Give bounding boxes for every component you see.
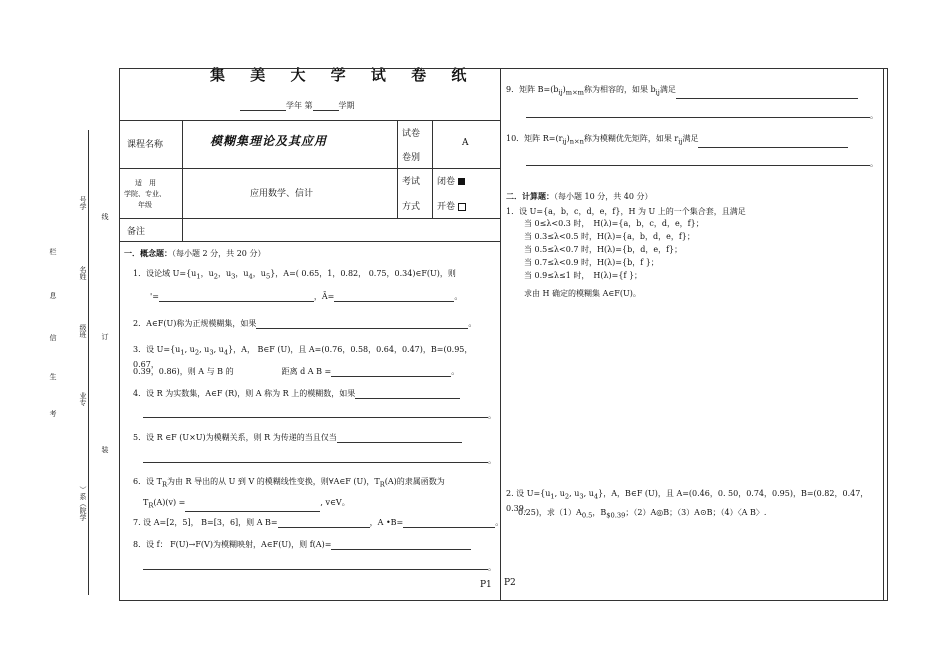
q8-end: 。 (488, 563, 496, 572)
q8-text: 8．设 f： F(U)→F(V)为模糊映射，A∈F(U)，则 f(A)= (133, 540, 332, 549)
q3-text-c: 0.39，0.86)，则 A 与 B 的 (133, 367, 234, 376)
side-col2-4: ）系（院学 (79, 486, 87, 521)
course-label: 课程名称 (127, 140, 164, 150)
section2-title: 二．计算题： (506, 191, 554, 201)
semester-year-label: 学年 第 (286, 101, 313, 110)
section1-title: 一．概念题： (124, 248, 172, 258)
q4-blank[interactable] (355, 389, 460, 399)
q5-answer-line[interactable] (143, 462, 488, 463)
side-col2-1: 名姓 (79, 266, 87, 280)
q1-text-c: ，u (217, 269, 232, 278)
q9-sub-ij: ij (558, 88, 563, 97)
q2-end: 。 (468, 319, 477, 328)
section1-note: （每小题 2 分，共 20 分） (172, 249, 266, 258)
calc-2: 2. 设 $U=\{u_1$, $u_2$, $u_3$, $u_4$}，A，B∈F (U)，且 A=(0.46，0. 50，0.74，0.95)，B=(0.82，0.47，0.39， (506, 489, 869, 513)
q10-sub-ij-2: ij (678, 137, 683, 146)
paper-label-2: 卷别 (402, 153, 421, 163)
side-col2-3: 业专 (79, 392, 87, 406)
q1-text-g: '= (150, 292, 159, 301)
calc-1-line-4: 当 0.9≤λ≤1 时， H(λ)={f }； (524, 271, 643, 280)
exam-label-1: 考试 (402, 177, 421, 187)
table-col-1 (182, 120, 183, 241)
q10-sub-ij: ij (562, 137, 567, 146)
calc-1-line-1: 当 0.3≤λ<0.5 时，H(λ)={a，b，d，e，f}； (524, 232, 695, 241)
section2-note: （每小题 10 分，共 40 分） (554, 192, 653, 201)
question-6-cont: $T_R(A)(v)$ = , v∈V。 (143, 498, 350, 510)
q8-blank[interactable] (331, 540, 471, 550)
question-8 (133, 539, 471, 550)
question-9 (506, 84, 858, 99)
q2-blank[interactable] (256, 319, 468, 329)
calc-1-ask: 求由 H 确定的模糊集 A∈F(U)。 (524, 289, 641, 298)
q9-text-a: 9．矩阵 B=(b (506, 85, 559, 94)
applicable-label-1: 适 用 (135, 179, 156, 187)
q1-text-b: ，u (200, 269, 214, 278)
side-col3-0: 线 (101, 213, 109, 220)
c2-sub-05: 0.5 (581, 511, 593, 520)
table-line-4 (119, 241, 500, 242)
course-name: 模糊集理论及其应用 (210, 134, 328, 148)
table-col-2 (397, 120, 398, 218)
question-1-answers (150, 291, 462, 302)
q2-text: 2．A∈F(U)称为正规模糊集，如果 (133, 319, 257, 328)
page-number-p1: P1 (480, 580, 492, 590)
q8-answer-line[interactable] (143, 569, 488, 570)
paper-value: A (462, 138, 469, 148)
side-col3-1: 订 (101, 333, 109, 340)
semester-label: 学期 (338, 101, 355, 110)
q5-end: 。 (488, 456, 496, 465)
q3-text-a: 3．设 U={u (133, 345, 181, 354)
q6-text-b: 为由 R 导出的从 U 到 V 的模糊线性变换，则∀A∈F (U)，T (166, 477, 380, 486)
q4-answer-line[interactable] (143, 417, 488, 418)
q3-text-b: }，A， B∈F (U)，且 A=(0.76，0.58，0.64，0.47)，B=(0.95，0.67， (133, 345, 473, 369)
q6-text-c: (A)的隶属函数为 (384, 477, 445, 486)
q6-text-e: , v∈V。 (320, 498, 350, 507)
q4-text: 4．设 R 为实数集，A∈F (R)，则 A 称为 R 上的模糊数，如果 (133, 389, 356, 398)
exam-label-2: 方式 (402, 202, 421, 212)
q10-sub-nxn: n×n (569, 137, 584, 146)
q9-end: 。 (870, 111, 878, 120)
q9-blank[interactable] (676, 89, 858, 99)
table-line-3 (119, 218, 500, 219)
q9-sub-ij-2: ij (655, 88, 660, 97)
q9-answer-line[interactable] (526, 117, 870, 118)
question-4 (133, 388, 460, 399)
q4-end: 。 (488, 411, 496, 420)
q7-text-b: ，A •B= (369, 518, 404, 527)
q9-text-b: ) (562, 85, 566, 94)
side-col1-0: 栏 (49, 248, 57, 255)
question-2 (133, 318, 476, 329)
c2-sub-039: $0.39 (606, 511, 626, 520)
side-col2-0: 号学 (79, 196, 87, 210)
applicable-label-3: 年级 (138, 201, 152, 209)
q6-blank[interactable] (185, 502, 320, 512)
q10-text-c: 称为模糊优先矩阵，如果 r (583, 134, 679, 143)
question-3-cont (133, 366, 459, 377)
section2-heading (506, 191, 653, 202)
section1-heading (124, 248, 265, 259)
table-line-2 (119, 168, 500, 169)
side-col1-1: 息 (49, 292, 57, 299)
q9-text-c: 称为相容的，如果 b (584, 85, 656, 94)
q3-blank[interactable] (331, 367, 451, 377)
right-border-inner (883, 68, 884, 601)
table-line-1 (119, 120, 500, 121)
question-6: 6．设 $T_R$为由 R 导出的从 U 到 V 的模糊线性变换，则∀A∈F (U)，$T_R(A)$的隶属函数为 (133, 477, 445, 489)
q1-blank-1[interactable] (159, 292, 314, 302)
calc-1-line-0: 当 0≤λ<0.3 时， H(λ)={a，b，c，d，e，f}； (524, 219, 704, 228)
q7-blank-2[interactable] (403, 518, 495, 528)
question-10 (506, 133, 848, 148)
side-col1-4: 考 (49, 410, 57, 417)
q5-text: 5．设 R ∈F (U×U)为模糊关系，则 R 为传递的当且仅当 (133, 433, 337, 442)
c2-text-c: 0.25)，求（1）A (518, 508, 582, 517)
question-7 (133, 517, 503, 528)
q1-text-e: ，u (252, 269, 266, 278)
calc-1-line-2: 当 0.5≤λ<0.7 时，H(λ)={b，d，e，f}； (524, 245, 683, 254)
side-col1-3: 生 (49, 373, 57, 380)
side-col2-2: 级班 (79, 324, 87, 338)
q7-blank-1[interactable] (278, 518, 370, 528)
side-col1-2: 信 (49, 334, 57, 341)
c2-text-d: ，B (592, 508, 607, 517)
q3-text-d: 距离 d A B = (281, 367, 332, 376)
q10-blank[interactable] (698, 138, 848, 148)
question-5 (133, 432, 462, 443)
closed-book-option[interactable] (437, 174, 465, 187)
c2-text-e: ；（2）A◎B；（3）A⊙B；（4）〈A B〉. (625, 508, 767, 517)
c2-text-a: 2. 设 U={u (506, 489, 551, 498)
open-book-option[interactable] (437, 199, 466, 212)
open-book-label: 开卷 (437, 202, 456, 212)
unchecked-box-icon (458, 203, 466, 211)
applicable-label-2: 学院、专业、 (124, 190, 166, 198)
paper-label-1: 试卷 (402, 129, 421, 139)
q5-blank[interactable] (337, 433, 462, 443)
binding-line (88, 130, 89, 595)
closed-book-label: 闭卷 (437, 177, 456, 187)
q10-text-a: 10．矩阵 R=(r (506, 134, 563, 143)
exam-paper-title: 集 美 大 学 试 卷 纸 (210, 66, 477, 84)
remark-label: 备注 (127, 227, 146, 237)
q1-text-h: ，Ā= (313, 292, 335, 301)
question-3: 3．设 $U=\{u_1$, $u_2$, $u_3$, $u_4$}，A， B∈F (U)，且 A=(0.76，0.58，0.64，0.47)，B=(0.95，0.67， (133, 345, 473, 369)
calc-1-line-3: 当 0.7≤λ<0.9 时，H(λ)={b，f }； (524, 258, 659, 267)
q7-end: 。 (495, 518, 504, 527)
q6-text-a: 6．设 T (133, 477, 162, 486)
c2-text-b: }，A，B∈F (U)，且 A=(0.46，0. 50，0.74，0.95)，B=(0.82，0.47，0.39， (506, 489, 869, 513)
calc-1-intro: 1．设 U={a，b，c，d，e，f}，H 为 U 上的一个集合套，且满足 (506, 207, 746, 216)
side-col3-2: 装 (101, 446, 109, 453)
applicable-value: 应用数学、信计 (250, 189, 314, 199)
page-number-p2: P2 (504, 578, 516, 588)
checked-box-icon (458, 178, 465, 185)
q10-answer-line[interactable] (526, 165, 870, 166)
q1-text-f: }，A=( 0.65，1，0.82， 0.75，0.34)∈F(U)，则 (270, 269, 456, 278)
q3-end: 。 (451, 367, 460, 376)
q10-end: 。 (870, 159, 878, 168)
q9-sub-mxm: m×m (565, 88, 584, 97)
q9-text-d: 满足 (659, 85, 676, 94)
q1-text-d: ，u (235, 269, 249, 278)
q7-text-a: 7. 设 A=[2，5]， B=[3，6]，则 A B= (133, 518, 278, 527)
table-col-3 (432, 120, 433, 218)
calc-2-cont (518, 507, 766, 522)
question-1: 1．设论域 $U=\{u_1$，$u_2$，$u_3$，$u_4$，$u_5$}，A=( 0.65，1，0.82， 0.75，0.34)∈F(U)，则 (133, 269, 456, 281)
q10-text-b: ) (566, 134, 570, 143)
q6-text-d: (A)(v) = (153, 498, 186, 507)
q1-blank-2[interactable] (334, 292, 454, 302)
q1-text-a: 1．设论域 U={u (133, 269, 197, 278)
q10-text-d: 满足 (682, 134, 699, 143)
q1-end: 。 (454, 292, 463, 301)
